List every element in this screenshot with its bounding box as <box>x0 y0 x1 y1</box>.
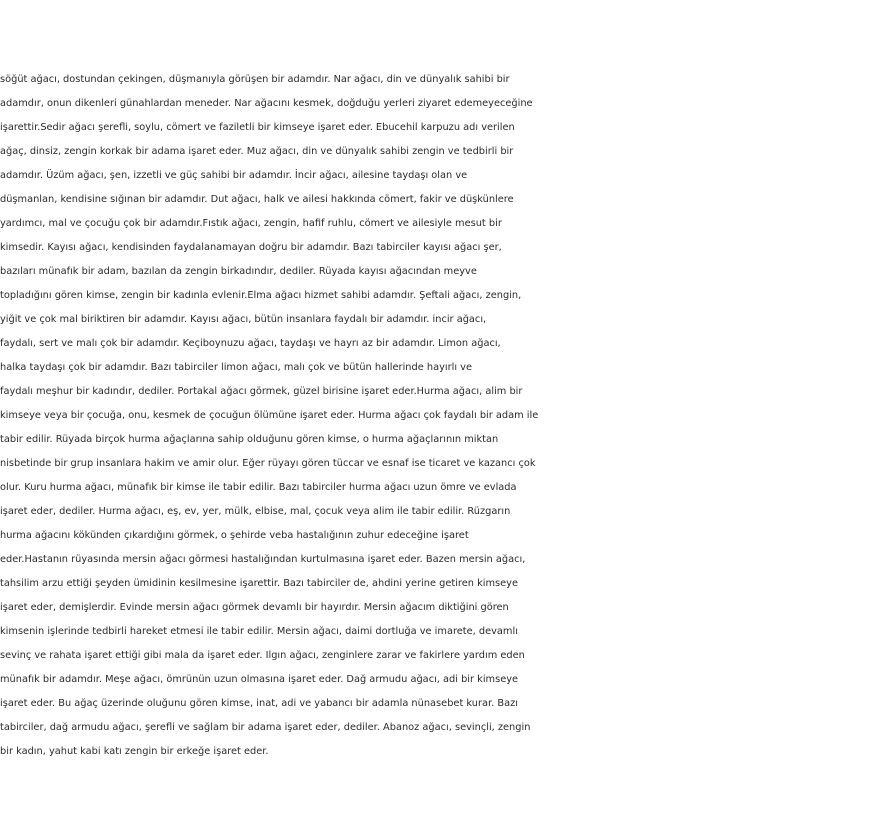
text-line: yiğit ve çok mal biriktiren bir adamdır. Kayısı ağacı, bütün insanlara faydalı bir adamdır. incir ağacı, <box>0 314 487 325</box>
text-line: söğüt ağacı, dostundan çekingen, düşmanıyla görüşen bir adamdır. Nar ağacı, din ve dünyalık sahibi bir <box>0 74 510 85</box>
text-line: olur. Kuru hurma ağacı, münafık bir kimse ile tabir edilir. Bazı tabirciler hurma ağacı uzun ömre ve evlada <box>0 482 517 493</box>
text-line: adamdır, onun dikenleri günahlardan meneder. Nar ağacını kesmek, doğduğu yerleri ziyaret edemeyeceğine <box>0 98 533 109</box>
text-line: işarettir.Sedir ağacı şerefli, soylu, cömert ve faziletli bir kimseye işaret eder. Ebucehil karpuzu adı verilen <box>0 122 515 133</box>
text-line: eder.Hastanın rüyasında mersin ağacı görmesi hastalığından kurtulmasına işaret eder. Bazen mersin ağacı, <box>0 554 526 565</box>
text-line: faydalı meşhur bir kadındır, dediler. Portakal ağacı görmek, güzel birisine işaret eder.Hurma ağacı, alim bir <box>0 386 523 397</box>
text-line: sevinç ve rahata işaret ettiği gibi mala da işaret eder. Ilgın ağacı, zenginlere zarar ve fakirlere yardım eden <box>0 650 525 661</box>
text-line: topladığını gören kimse, zengin bir kadınla evlenir.Elma ağacı hizmet sahibi adamdır. Şeftali ağacı, zengin, <box>0 290 522 301</box>
text-line: nisbetinde bir grup insanlara hakim ve amir olur. Eğer rüyayı gören tüccar ve esnaf ise ticaret ve kazancı çok <box>0 458 536 469</box>
text-line: kimsenin işlerinde tedbirli hareket etmesi ile tabir edilir. Mersin ağacı, daimi dortluğa ve imarete, devamlı <box>0 626 518 637</box>
text-line: düşmanlan, kendisine sığınan bir adamdır. Dut ağacı, halk ve ailesi hakkında cömert, fakir ve düşkünlere <box>0 194 514 205</box>
text-line: tabir edilir. Rüyada birçok hurma ağaçlarına sahip olduğunu gören kimse, o hurma ağaçlarının miktan <box>0 434 499 445</box>
text-line: kimseye veya bir çocuğa, onu, kesmek de çocuğun ölümüne işaret eder. Hurma ağacı çok faydalı bir adam ile <box>0 410 539 421</box>
text-line: işaret eder. Bu ağaç üzerinde oluğunu gören kimse, inat, adi ve yabancı bir adamla nünasebet kurar. Bazı <box>0 698 518 709</box>
document-body <box>0 68 880 764</box>
text-line: hurma ağacını kökünden çıkardığını görmek, o şehirde veba hastalığının zuhur edeceğine işaret <box>0 530 469 541</box>
text-line: faydalı, sert ve malı çok bir adamdır. Keçiboynuzu ağacı, taydaşı ve hayrı az bir adamdır. Limon ağacı, <box>0 338 501 349</box>
text-line: tabirciler, dağ armudu ağacı, şerefli ve sağlam bir adama işaret eder, dediler. Abanoz ağacı, sevinçli, zengin <box>0 722 531 733</box>
text-line: kimsedir. Kayısı ağacı, kendisinden faydalanamayan doğru bir adamdır. Bazı tabirciler kayısı ağacı şer, <box>0 242 502 253</box>
text-line: münafık bir adamdır. Meşe ağacı, ömrünün uzun olmasına işaret eder. Dağ armudu ağacı, adi bir kimseye <box>0 674 519 685</box>
text-line: halka taydaşı çok bir adamdır. Bazı tabirciler limon ağacı, malı çok ve bütün hallerinde hayırlı ve <box>0 362 473 373</box>
text-line: işaret eder, demişlerdir. Evinde mersin ağacı görmek devamlı bir hayırdır. Mersin ağacım diktiğini gören <box>0 602 509 613</box>
text-line: yardımcı, mal ve çocuğu çok bir adamdır.Fıstık ağacı, zengin, hafif ruhlu, cömert ve ailesiyle mesut bir <box>0 218 502 229</box>
text-line: bir kadın, yahut kabi katı zengin bir erkeğe işaret eder. <box>0 746 269 757</box>
text-line: adamdır. Üzüm ağacı, şen, izzetli ve güç sahibi bir adamdır. İncir ağacı, ailesine taydaşı olan ve <box>0 170 468 181</box>
text-line: işaret eder, dediler. Hurma ağacı, eş, ev, yer, mülk, elbise, mal, çocuk veya alim ile tabir edilir. Rüzgarın <box>0 506 511 517</box>
text-line: tahsilim arzu ettiği şeyden ümidinin kesilmesine işarettir. Bazı tabirciler de, ahdini yerine getiren kimseye <box>0 578 518 589</box>
text-line: bazıları münafık bir adam, bazılan da zengin birkadındır, dediler. Rüyada kayısı ağacından meyve <box>0 266 477 277</box>
text-line: ağaç, dinsiz, zengin korkak bir adama işaret eder. Muz ağacı, din ve dünyalık sahibi zengin ve tedbirli bir <box>0 146 514 157</box>
